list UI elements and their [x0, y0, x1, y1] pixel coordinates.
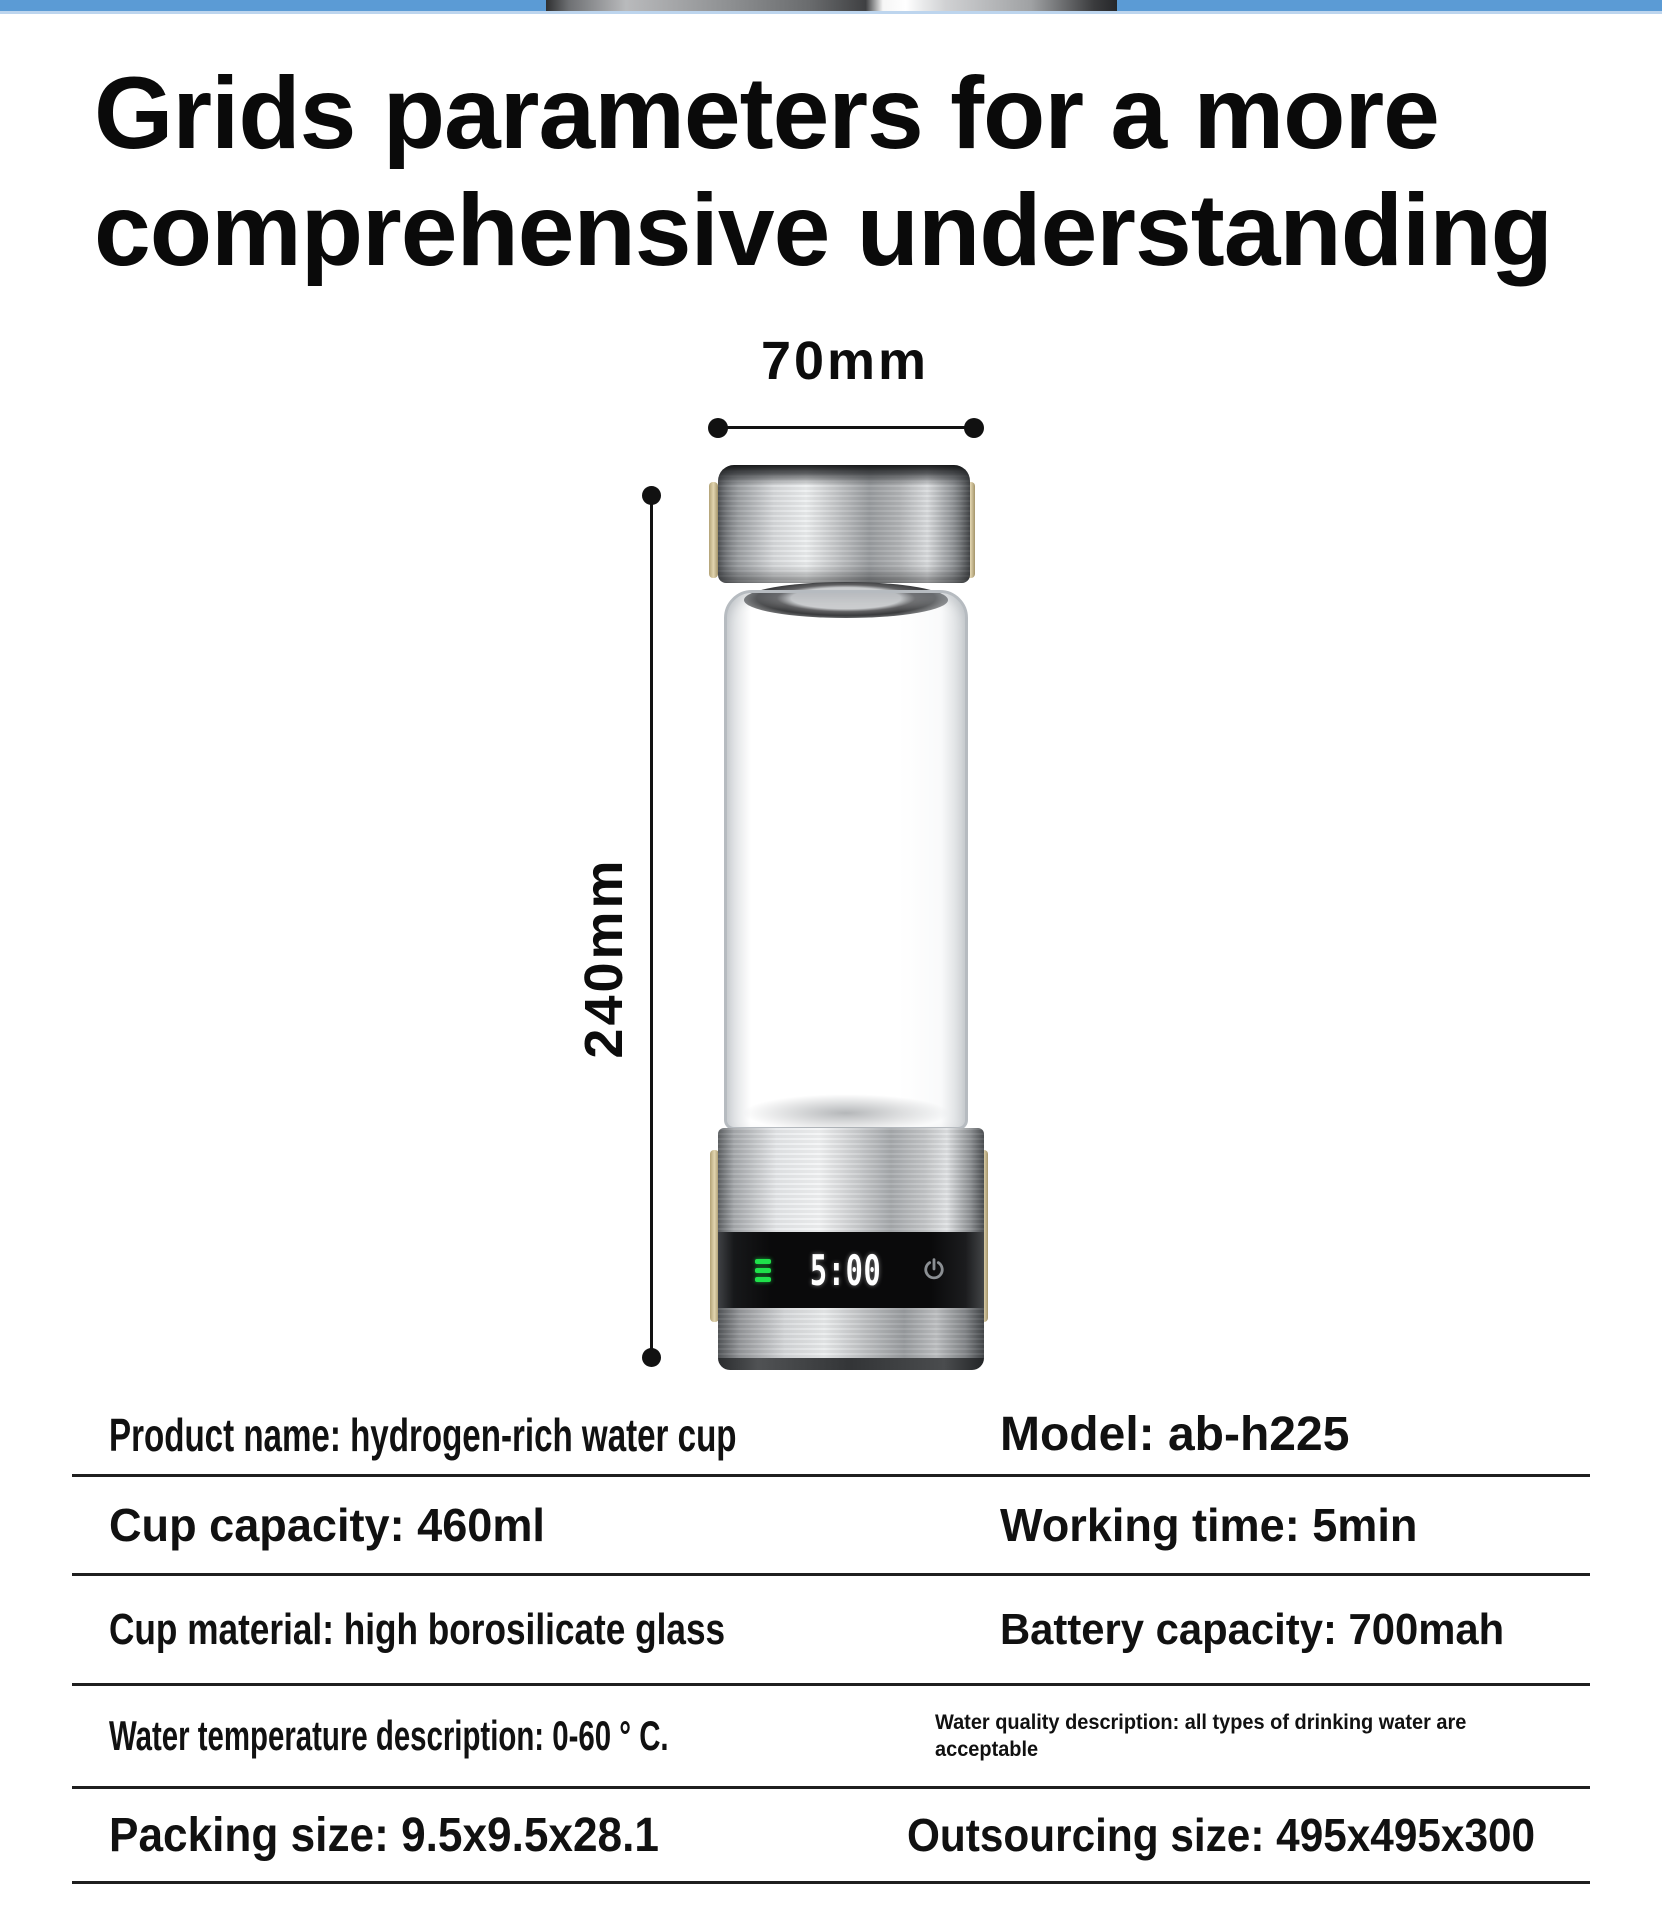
- spec-water-temperature: Water temperature description: 0-60 ° C.: [109, 1712, 669, 1759]
- bottle-glass-bottom-shadow: [742, 1094, 950, 1132]
- height-dimension-line: [650, 495, 653, 1359]
- spec-outsourcing-size: Outsourcing size: 495x495x300: [907, 1809, 1536, 1861]
- bottle-base: [718, 1128, 984, 1370]
- spec-product-name: Product name: hydrogen-rich water cup: [109, 1408, 737, 1461]
- top-photo-sliver: [546, 0, 1117, 11]
- bottle-glass-body: [724, 590, 968, 1130]
- spec-packing-size: Packing size: 9.5x9.5x28.1: [109, 1808, 659, 1862]
- power-icon: [921, 1257, 947, 1283]
- spec-cup-material: Cup material: high borosilicate glass: [109, 1604, 726, 1654]
- page-title-line1: Grids parameters for a more: [94, 56, 1439, 170]
- bottle-led-display: [718, 1232, 984, 1308]
- spec-model: Model: ab-h225: [1000, 1408, 1350, 1461]
- spec-working-time: Working time: 5min: [1000, 1499, 1418, 1551]
- table-row: [72, 1686, 1590, 1789]
- width-dimension-line: [718, 426, 974, 429]
- table-row: [72, 1576, 1590, 1686]
- top-blue-bar-highlight: [0, 11, 1662, 14]
- table-row: [72, 1789, 1590, 1884]
- bottle-cap: [718, 465, 970, 583]
- height-dimension-label: 240mm: [574, 857, 634, 1059]
- width-dimension-endpoint-right: [964, 418, 984, 438]
- bottle-base-upper-band: [718, 1128, 984, 1232]
- display-timer-value: 5:00: [810, 1245, 882, 1295]
- page-title: [94, 55, 1552, 289]
- table-row: [72, 1477, 1590, 1576]
- spec-water-quality: Water quality description: all types of drinking water are acceptable: [935, 1710, 1467, 1761]
- spec-cup-capacity: Cup capacity: 460ml: [109, 1499, 545, 1551]
- width-dimension-endpoint-left: [708, 418, 728, 438]
- width-dimension-label: 70mm: [760, 331, 930, 391]
- bottle-base-rim: [718, 1358, 984, 1370]
- lanyard-strap: [709, 482, 718, 578]
- battery-level-icon: [755, 1259, 771, 1282]
- bottle-base-lower-band: [718, 1308, 984, 1358]
- page-title-line2: comprehensive understanding: [94, 173, 1552, 287]
- table-row: [72, 1395, 1590, 1477]
- spec-battery-capacity: Battery capacity: 700mah: [1000, 1604, 1505, 1654]
- height-dimension-endpoint-top: [642, 486, 661, 505]
- spec-table: [72, 1395, 1590, 1884]
- height-dimension-endpoint-bottom: [642, 1348, 661, 1367]
